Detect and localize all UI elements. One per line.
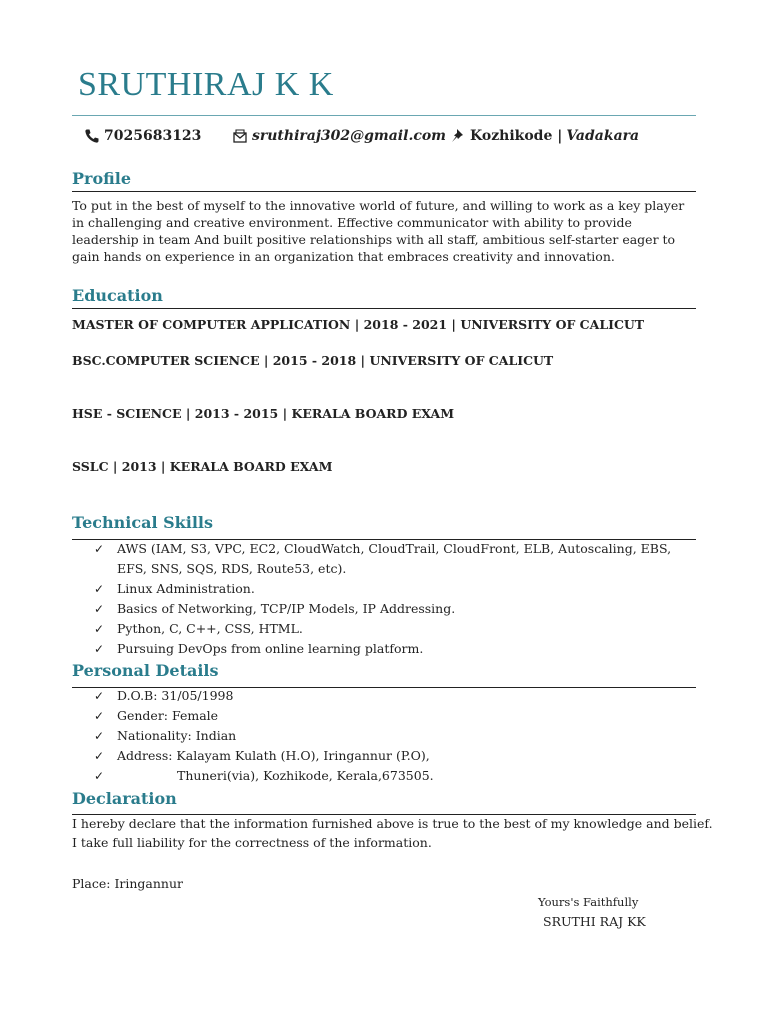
education-divider bbox=[72, 308, 696, 309]
list-item: ✓ Address: Kalayam Kulath (H.O), Iringannur (P.O), bbox=[72, 746, 696, 766]
education-item: SSLC | 2013 | KERALA BOARD EXAM bbox=[72, 459, 333, 474]
closing-text: Yours's Faithfully bbox=[538, 895, 639, 909]
list-item: ✓ Gender: Female bbox=[72, 706, 696, 726]
check-icon: ✓ bbox=[94, 582, 105, 596]
profile-text: To put in the best of myself to the innovative world of future, and willing to work as a key player in challenging and creative environment. Effective communicator with ability to provide leadership in team And built positive relationships with all staff, ambitious self-starter eager to gain hands on experience in an organization that embraces creativity and innovation. bbox=[72, 198, 685, 264]
pin-icon bbox=[450, 128, 466, 144]
list-item: ✓ Basics of Networking, TCP/IP Models, IP Addressing. bbox=[72, 599, 696, 619]
declaration-line-2: I take full liability for the correctness of the information. bbox=[72, 835, 432, 850]
personal-list bbox=[72, 686, 696, 786]
contact-row bbox=[0, 128, 768, 150]
check-icon: ✓ bbox=[94, 602, 105, 616]
candidate-name: SRUTHIRAJ K K bbox=[78, 66, 334, 103]
list-item: ✓ Nationality: Indian bbox=[72, 726, 696, 746]
location-town: Vadakara bbox=[566, 128, 640, 144]
email-icon bbox=[232, 128, 248, 144]
signature-name: SRUTHI RAJ KK bbox=[543, 914, 646, 929]
skills-heading: Technical Skills bbox=[72, 513, 213, 532]
name-divider bbox=[72, 115, 696, 116]
contact-email bbox=[232, 128, 446, 144]
declaration-line-1: I hereby declare that the information furnished above is true to the best of my knowledge and belief. bbox=[72, 816, 713, 831]
list-item: ✓ AWS (IAM, S3, VPC, EC2, CloudWatch, CloudTrail, CloudFront, ELB, Autoscaling, EBS, EFS, SNS, SQS, RDS, Route53, etc). bbox=[94, 541, 672, 576]
list-item: ✓ Python, C, C++, CSS, HTML. bbox=[72, 619, 696, 639]
education-item: MASTER OF COMPUTER APPLICATION | 2018 - 2021 | UNIVERSITY OF CALICUT bbox=[72, 317, 645, 332]
personal-heading: Personal Details bbox=[72, 661, 219, 680]
education-item: BSC.COMPUTER SCIENCE | 2015 - 2018 | UNIVERSITY OF CALICUT bbox=[72, 353, 554, 368]
check-icon: ✓ bbox=[94, 689, 105, 703]
declaration-divider bbox=[72, 814, 696, 815]
profile-heading: Profile bbox=[72, 169, 132, 188]
check-icon: ✓ bbox=[94, 749, 105, 763]
list-item: ✓ Pursuing DevOps from online learning platform. bbox=[72, 639, 696, 659]
check-icon: ✓ bbox=[94, 769, 105, 783]
contact-location bbox=[450, 128, 639, 144]
check-icon: ✓ bbox=[94, 709, 105, 723]
list-item: ✓ D.O.B: 31/05/1998 bbox=[72, 686, 696, 706]
check-icon: ✓ bbox=[94, 622, 105, 636]
check-icon: ✓ bbox=[94, 642, 105, 656]
declaration-heading: Declaration bbox=[72, 789, 177, 808]
check-icon: ✓ bbox=[94, 542, 105, 556]
list-item: ✓ Linux Administration. bbox=[72, 579, 696, 599]
contact-phone bbox=[84, 128, 201, 144]
education-item: HSE - SCIENCE | 2013 - 2015 | KERALA BOARD EXAM bbox=[72, 406, 455, 421]
place-text: Place: Iringannur bbox=[72, 876, 183, 891]
phone-number: 7025683123 bbox=[104, 128, 202, 144]
phone-icon bbox=[84, 128, 100, 144]
skills-list bbox=[72, 539, 696, 659]
location-city: Kozhikode | bbox=[470, 128, 563, 144]
list-item: ✓ Thuneri(via), Kozhikode, Kerala,673505. bbox=[72, 766, 696, 786]
education-heading: Education bbox=[72, 286, 163, 305]
profile-divider bbox=[72, 191, 696, 192]
check-icon: ✓ bbox=[94, 729, 105, 743]
email-address: sruthiraj302@gmail.com bbox=[252, 128, 446, 144]
